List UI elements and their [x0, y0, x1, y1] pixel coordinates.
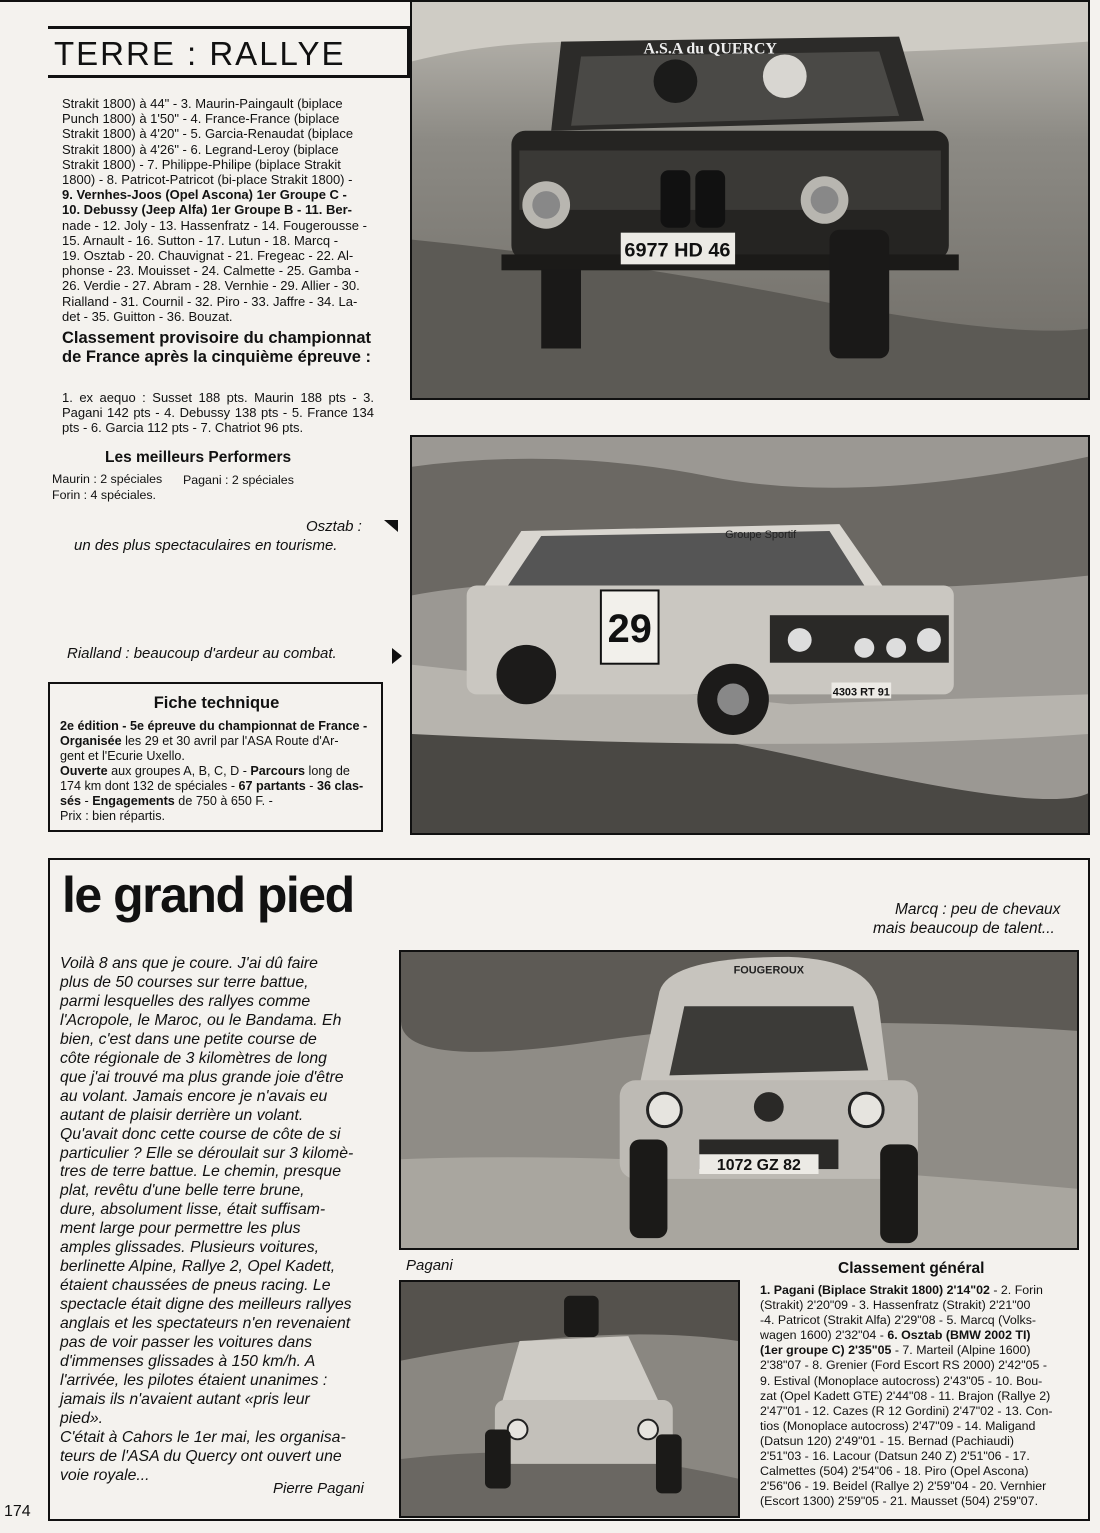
story-line: plat, revêtu d'une belle terre brune,	[60, 1182, 305, 1200]
story-line: C'était à Cahors le 1er mai, les organisa-	[60, 1428, 346, 1446]
fiche-line-2: Organisée les 29 et 30 avril par l'ASA Route d'Ar-	[60, 734, 339, 748]
story-line: autant de plaisir derrière un volant.	[60, 1106, 304, 1124]
classement-line: (1er groupe C) 2'35"05 - 7. Marteil (Alpine 1600)	[760, 1343, 1031, 1358]
car3-plate: 1072 GZ 82	[716, 1157, 801, 1175]
classement-line: Calmettes (504) 2'54"06 - 18. Piro (Opel Ascona)	[760, 1464, 1029, 1479]
top-rule	[0, 0, 410, 2]
caption-rialland: Rialland : beaucoup d'ardeur au combat.	[67, 645, 337, 662]
results-line: Punch 1800) à 1'50" - 4. France-France (biplace	[62, 111, 340, 127]
classement-line: 1. Pagani (Biplace Strakit 1800) 2'14"02 - 2. Forin	[760, 1283, 1043, 1297]
classement-line: tios (Monoplace autocross) 2'47"09 - 14. Maligand	[760, 1418, 1036, 1433]
classement-line: 2'56"06 - 19. Beidel (Rallye 2) 2'59"04 - 20. Vernhier	[760, 1479, 1047, 1494]
results-line: phonse - 23. Mouisset - 24. Calmette - 25. Gamba -	[62, 263, 359, 279]
car1-banner: A.S.A du QUERCY	[643, 40, 777, 58]
arrow-down-right-icon	[384, 520, 398, 532]
fiche-line-1: 2e édition - 5e épreuve du championnat de France -	[60, 719, 368, 733]
classement-line: 9. Estival (Monoplace autocross) 2'43"05 - 10. Bou-	[760, 1373, 1043, 1388]
performers-heading: Les meilleurs Performers	[105, 449, 292, 466]
car2-banner: Groupe Sportif	[725, 528, 797, 541]
caption-osztab-1: Osztab :	[306, 518, 362, 535]
photo-bmw-rally-car	[410, 0, 1090, 400]
fiche-line-5: 174 km dont 132 de spéciales - 67 partants - 36 clas-	[60, 779, 364, 793]
car2-number: 29	[607, 607, 652, 651]
results-line: det - 35. Guitton - 36. Bouzat.	[62, 308, 233, 324]
results-line: Strakit 1800) à 4'20" - 5. Garcia-Renaudat (biplace	[62, 126, 354, 142]
classement-line: (Escort 1300) 2'59"05 - 21. Mausset (504) 2'59"07.	[760, 1494, 1039, 1509]
classement-line: 2'47"01 - 12. Cazes (R 12 Gordini) 2'47"02 - 13. Con-	[760, 1403, 1053, 1418]
results-line: 26. Verdie - 27. Abram - 28. Vernhie - 29. Allier - 30.	[62, 278, 360, 294]
story-author: Pierre Pagani	[273, 1480, 364, 1497]
story-line: dure, absolument lisse, était suffisam-	[60, 1201, 326, 1219]
story-line: teurs de l'ASA du Quercy ont ouvert une	[60, 1447, 342, 1465]
photo-vw-buggy-marcq	[399, 950, 1079, 1250]
story-line: plus de 50 courses sur terre battue,	[60, 973, 309, 991]
story-line: bien, c'est dans une petite course de	[60, 1030, 317, 1048]
results-line: 1800) - 8. Patricot-Patricot (bi-place Strakit 1800) -	[62, 172, 353, 188]
caption-marcq-1: Marcq : peu de chevaux	[895, 901, 1061, 918]
performers-forin: Forin : 4 spéciales.	[52, 488, 156, 502]
story-line: Qu'avait donc cette course de côte de si	[60, 1125, 341, 1143]
story-line: étaient chaussées de pneus racing. Le	[60, 1277, 331, 1295]
results-line: 15. Arnault - 16. Sutton - 17. Lutun - 18. Marcq -	[62, 232, 339, 248]
story-line: tres de terre battue. Le chemin, presque	[60, 1163, 341, 1181]
story-line: au volant. Jamais encore je n'avais eu	[60, 1087, 328, 1105]
caption-marcq-2: mais beaucoup de talent...	[873, 920, 1055, 937]
performers-maurin: Maurin : 2 spéciales	[52, 472, 163, 486]
classement-line: (Strakit) 2'20"09 - 3. Hassenfratz (Strakit) 2'21"00	[760, 1298, 1031, 1313]
fiche-line-3: gent et l'Ecurie Uxello.	[60, 749, 185, 763]
story-line: berlinette Alpine, Rallye 2, Opel Kadett,	[60, 1258, 336, 1276]
provisional-text: 1. ex aequo : Susset 188 pts. Maurin 188 pts - 3. Pagani 142 pts - 4. Debussy 138 pts - 5. France 134 pts - 6. Garcia 112 pts - 7. Chatriot 96 pts.	[62, 390, 374, 436]
results-continued	[62, 96, 374, 324]
svg-text:FOUGEROUX: FOUGEROUX	[733, 964, 805, 977]
story-line: côte régionale de 3 kilomètres de long	[60, 1049, 327, 1067]
classement-line: -4. Patricot (Strakit Alfa) 2'29"08 - 5. Marcq (Volks-	[760, 1313, 1037, 1328]
story-line: pied».	[60, 1409, 104, 1427]
fiche-technique-box	[48, 682, 383, 832]
story-line: parmi lesquelles des rallyes comme	[60, 992, 311, 1010]
caption-pagani: Pagani	[406, 1257, 453, 1274]
car1-plate: 6977 HD 46	[624, 239, 731, 262]
performers-pagani: Pagani : 2 spéciales	[183, 473, 294, 487]
results-line: Strakit 1800) - 7. Philippe-Philipe (biplace Strakit	[62, 156, 341, 172]
story-line: particulier ? Elle se déroulait sur 3 kilomè-	[60, 1144, 354, 1162]
story-line: l'Acropole, le Maroc, ou le Bandama. Eh	[60, 1011, 342, 1029]
results-line: 9. Vernhes-Joos (Opel Ascona) 1er Groupe C -	[62, 187, 347, 203]
provisional-heading: Classement provisoire du championnat de France après la cinquième épreuve :	[62, 329, 372, 366]
story-line: que j'ai trouvé ma plus grande joie d'être	[60, 1068, 344, 1086]
story-line: d'immenses glissades à 150 km/h. A	[60, 1353, 316, 1371]
results-line: 10. Debussy (Jeep Alfa) 1er Groupe B - 11. Ber-	[62, 202, 352, 218]
results-line: Strakit 1800) à 4'26" - 6. Legrand-Leroy (biplace	[62, 141, 339, 157]
story-line: l'arrivée, les pilotes étaient unanimes :	[60, 1371, 328, 1389]
results-line: Strakit 1800) à 44" - 3. Maurin-Paingault (biplace	[62, 96, 343, 111]
results-line: Rialland - 31. Cournil - 32. Piro - 33. Jaffre - 34. La-	[62, 293, 358, 309]
classement-line: 2'51"03 - 16. Lacour (Datsun 240 Z) 2'51"06 - 17.	[760, 1449, 1030, 1464]
results-line: nade - 12. Joly - 13. Hassenfratz - 14. Fougerousse -	[62, 217, 367, 233]
section-title-box	[48, 26, 410, 78]
fiche-line-4: Ouverte aux groupes A, B, C, D - Parcours long de	[60, 764, 350, 778]
story-line: spectacle était digne des meilleurs rallyes	[60, 1296, 352, 1314]
story-line: amples glissades. Plusieurs voitures,	[60, 1239, 320, 1257]
classement-line: zat (Opel Kadett GTE) 2'44"08 - 11. Brajon (Rallye 2)	[760, 1388, 1051, 1403]
page-number: 174	[4, 1503, 31, 1520]
car2-plate: 4303 RT 91	[832, 686, 890, 699]
classement-heading: Classement général	[838, 1260, 985, 1277]
caption-osztab-2: un des plus spectaculaires en tourisme.	[74, 537, 338, 554]
fiche-line-6: sés - Engagements de 750 à 650 F. -	[60, 794, 273, 808]
story-line: Voilà 8 ans que je coure. J'ai dû faire	[60, 955, 318, 972]
arrow-right-icon	[392, 648, 402, 664]
story-line: pas de voir passer les voitures dans	[60, 1334, 313, 1352]
story-line: ment large pour permettre les plus	[60, 1220, 301, 1238]
story-line: voie royale...	[60, 1466, 150, 1484]
results-line: 19. Osztab - 20. Chauvignat - 21. Fregeac - 22. Al-	[62, 248, 354, 264]
story-line: jamais ils n'avaient autant «pris leur	[60, 1390, 310, 1408]
classement-line: wagen 1600) 2'32"04 - 6. Osztab (BMW 2002 TI)	[760, 1328, 1031, 1343]
story-body	[60, 955, 378, 1486]
fiche-heading: Fiche technique	[153, 694, 280, 712]
classement-line: 2'38"07 - 8. Grenier (Ford Escort RS 2000) 2'42"05 -	[760, 1358, 1047, 1373]
fiche-line-7: Prix : bien répartis.	[60, 809, 165, 823]
section-title: TERRE : RALLYE	[54, 35, 346, 72]
classement-body	[760, 1283, 1072, 1509]
story-line: anglais et les spectateurs n'en revenaient	[60, 1315, 351, 1333]
photo-pagani-buggy	[399, 1280, 740, 1518]
classement-line: (Datsun 120) 2'49"01 - 15. Bernad (Pachiaudi)	[760, 1433, 1015, 1448]
story-headline: le grand pied	[62, 867, 354, 923]
photo-fiat-29	[410, 435, 1090, 835]
